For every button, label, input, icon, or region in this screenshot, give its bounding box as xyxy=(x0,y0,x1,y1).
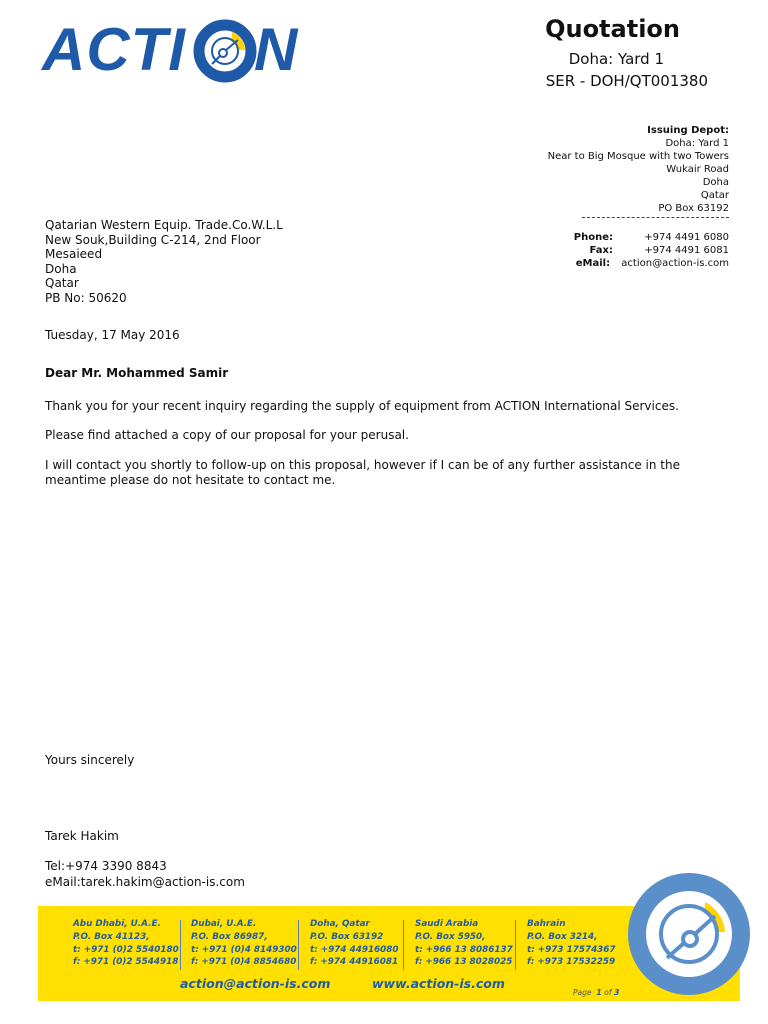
closing: Yours sincerely xyxy=(45,753,135,767)
office-bahrain xyxy=(527,918,616,969)
office-fax: f: +971 (0)4 8854680 xyxy=(191,957,297,968)
office-tel: t: +974 44916080 xyxy=(310,944,399,955)
divider xyxy=(582,217,729,218)
signer-name: Tarek Hakim xyxy=(45,829,119,843)
page-indicator xyxy=(573,988,619,997)
page-of: of xyxy=(604,988,612,997)
page-current: 1 xyxy=(596,988,602,997)
phone-label: Phone: xyxy=(573,232,613,243)
office-city: Saudi Arabia xyxy=(415,919,479,929)
office-tel: t: +971 (0)2 5540180 xyxy=(73,944,179,955)
footer-divider xyxy=(180,920,181,970)
depot-line: Doha xyxy=(702,177,729,188)
letter-date: Tuesday, 17 May 2016 xyxy=(45,328,180,342)
footer-divider xyxy=(298,920,299,970)
depot-line: Qatar xyxy=(700,190,729,201)
logo-text: ACTI xyxy=(42,16,186,83)
office-doha xyxy=(310,918,399,969)
office-pobox: P.O. Box 41123, xyxy=(73,931,150,942)
depot-line: Near to Big Mosque with two Towers xyxy=(547,151,729,162)
office-city: Bahrain xyxy=(527,919,566,929)
document-title: Quotation xyxy=(545,15,680,43)
office-saudi-arabia xyxy=(415,918,513,969)
footer-divider xyxy=(515,920,516,970)
office-city: Dubai, U.A.E. xyxy=(191,919,257,929)
footer-website-link[interactable]: www.action-is.com xyxy=(372,976,505,991)
depot-line: PO Box 63192 xyxy=(658,203,729,214)
action-ring-footer-icon xyxy=(627,872,752,997)
address-line: Mesaieed xyxy=(45,247,103,262)
logo-text-end: N xyxy=(253,16,299,83)
fax-value: +974 4491 6081 xyxy=(644,245,729,256)
recipient-address xyxy=(45,218,283,306)
email-label: eMail: xyxy=(575,258,611,269)
depot-line: Wukair Road xyxy=(666,164,729,175)
office-city: Abu Dhabi, U.A.E. xyxy=(73,919,161,929)
office-fax: f: +971 (0)2 5544918 xyxy=(73,957,179,968)
office-tel: t: +966 13 8086137 xyxy=(415,944,513,955)
depot-heading: Issuing Depot: xyxy=(647,125,729,136)
address-line: Qatarian Western Equip. Trade.Co.W.L.L xyxy=(45,218,283,232)
address-line: New Souk,Building C-214, 2nd Floor xyxy=(45,232,261,247)
signer-tel: Tel:+974 3390 8843 xyxy=(45,859,167,873)
depot-contact xyxy=(553,231,729,270)
paragraph: Thank you for your recent inquiry regarding the supply of equipment from ACTION International Services. xyxy=(45,399,679,413)
depot-line: Doha: Yard 1 xyxy=(665,138,729,149)
document-reference: SER - DOH/QT001380 xyxy=(545,72,708,90)
email-value: action@action-is.com xyxy=(621,258,729,269)
signer-email: eMail:tarek.hakim@action-is.com xyxy=(45,874,245,889)
phone-value: +974 4491 6080 xyxy=(644,232,729,243)
page-total: 3 xyxy=(613,988,620,997)
address-line: Qatar xyxy=(45,276,79,291)
footer-divider xyxy=(403,920,404,970)
office-pobox: P.O. Box 63192 xyxy=(310,931,384,942)
office-pobox: P.O. Box 3214, xyxy=(527,931,598,942)
document-location: Doha: Yard 1 xyxy=(568,50,664,68)
address-line: Doha xyxy=(45,261,77,276)
office-fax: f: +974 44916081 xyxy=(310,957,399,968)
action-ring-logo-icon xyxy=(192,18,258,84)
office-tel: t: +971 (0)4 8149300 xyxy=(191,944,297,955)
office-abu-dhabi xyxy=(73,918,179,969)
footer-email-link[interactable]: action@action-is.com xyxy=(180,976,331,991)
office-tel: t: +973 17574367 xyxy=(527,944,616,955)
office-pobox: P.O. Box 86987, xyxy=(191,931,268,942)
fax-label: Fax: xyxy=(589,245,613,256)
issuing-depot xyxy=(548,124,729,215)
address-line: PB No: 50620 xyxy=(45,290,127,305)
office-dubai xyxy=(191,918,297,969)
signer-contact xyxy=(45,859,245,890)
office-fax: f: +966 13 8028025 xyxy=(415,957,513,968)
office-city: Doha, Qatar xyxy=(310,919,370,929)
office-fax: f: +973 17532259 xyxy=(527,957,616,968)
paragraph: I will contact you shortly to follow-up on this proposal, however if I can be of any further assistance in the meantime please do not hesitate to contact me. xyxy=(45,458,681,487)
office-pobox: P.O. Box 5950, xyxy=(415,931,486,942)
salutation: Dear Mr. Mohammed Samir xyxy=(45,366,229,380)
page-label: Page xyxy=(573,988,592,997)
paragraph: Please find attached a copy of our proposal for your perusal. xyxy=(45,428,409,442)
company-logo xyxy=(42,14,298,86)
